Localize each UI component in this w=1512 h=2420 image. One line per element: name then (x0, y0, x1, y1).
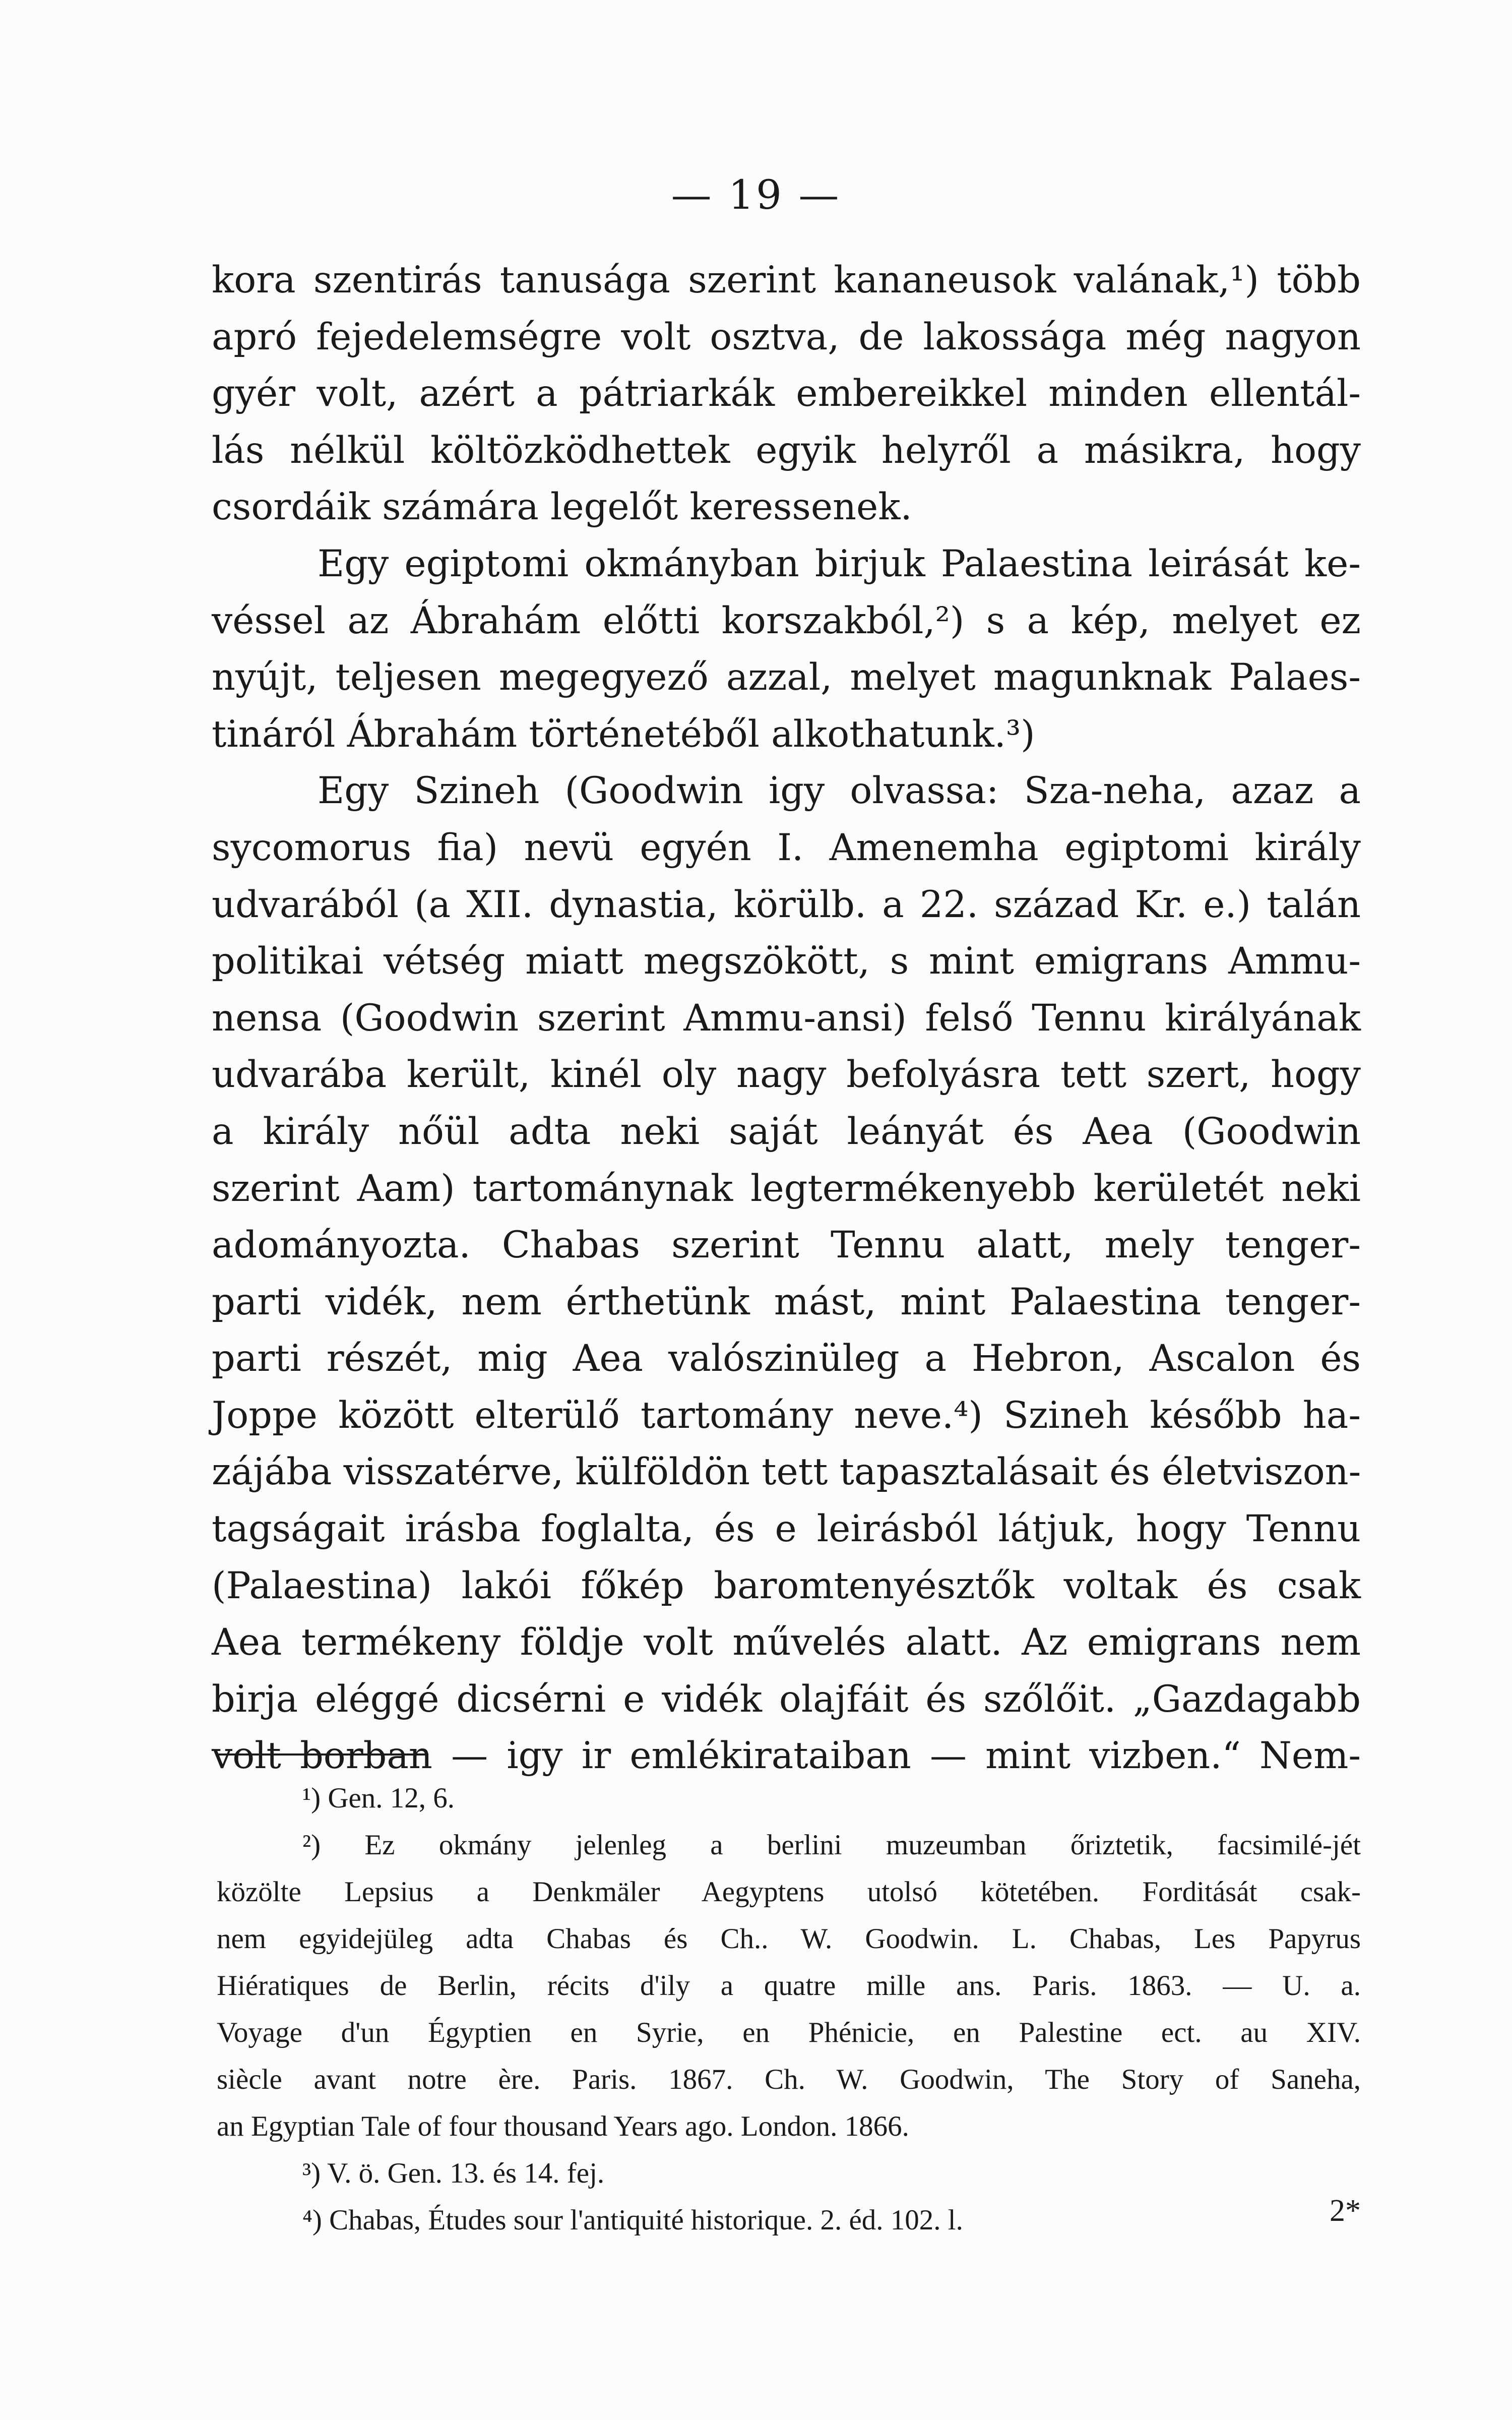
footnote-line: ²) Ez okmány jelenleg a berlini muzeumban őriztetik, facsimilé-jét (302, 1829, 1361, 1861)
text-line: Egy egiptomi okmányban birjuk Palaestina leirását ke- (318, 542, 1361, 585)
footnote-line: közölte Lepsius a Denkmäler Aegyptens utolsó kötetében. Forditását csak- (217, 1876, 1361, 1908)
text-line: szerint Aam) tartománynak legtermékenyebb kerületét neki (212, 1167, 1361, 1210)
page-number: — 19 — (671, 171, 841, 218)
footnote-divider (217, 1753, 428, 1756)
footnote-line: siècle avant notre ère. Paris. 1867. Ch. W. Goodwin, The Story of Saneha, (217, 2064, 1361, 2095)
text-line: parti részét, mig Aea valószinüleg a Hebron, Ascalon és (212, 1337, 1361, 1380)
footnote-line: an Egyptian Tale of four thousand Years ago. London. 1866. (217, 2110, 909, 2142)
text-line: lás nélkül költözködhettek egyik helyről a másikra, hogy (212, 429, 1361, 472)
text-line: nensa (Goodwin szerint Ammu-ansi) felső Tennu királyának (212, 996, 1361, 1040)
text-line: csordáik számára legelőt keressenek. (212, 486, 912, 529)
text-line: a király nőül adta neki saját leányát és Aea (Goodwin (212, 1110, 1361, 1153)
footnote-line: Voyage d'un Égyptien en Syrie, en Phénicie, en Palestine ect. au XIV. (217, 2017, 1361, 2048)
text-line: volt borban — igy ir emlékirataiban — mint vizben.“ Nem- (212, 1734, 1361, 1778)
text-line: gyér volt, azért a pátriarkák embereikkel minden ellentál- (212, 372, 1361, 415)
text-line: adományozta. Chabas szerint Tennu alatt, mely tenger- (212, 1224, 1361, 1267)
footnote-line: ¹) Gen. 12, 6. (302, 1782, 455, 1814)
text-line: tináról Ábrahám történetéből alkothatunk.³) (212, 712, 1035, 756)
footnote-line: ³) V. ö. Gen. 13. és 14. fej. (302, 2157, 605, 2189)
text-line: tagságait irásba foglalta, és e leirásból látjuk, hogy Tennu (212, 1507, 1361, 1551)
footnotes (217, 1775, 1361, 2244)
text-line: Egy Szineh (Goodwin igy olvassa: Sza-neha, azaz a (318, 769, 1361, 813)
text-line: zájába visszatérve, külföldön tett tapasztalásait és életviszon- (212, 1450, 1361, 1494)
text-line: apró fejedelemségre volt osztva, de lakossága még nagyon (212, 315, 1361, 358)
text-line: birja eléggé dicsérni e vidék olajfáit és szőlőit. „Gazdagabb (212, 1677, 1361, 1721)
text-line: Joppe között elterülő tartomány neve.⁴) Szineh később ha- (212, 1394, 1361, 1437)
text-line: parti vidék, nem érthetünk mást, mint Palaestina tenger- (212, 1280, 1361, 1323)
text-line: Aea termékeny földje volt művelés alatt. Az emigrans nem (212, 1621, 1361, 1664)
text-line: nyújt, teljesen megegyező azzal, melyet magunknak Palaes- (212, 656, 1361, 699)
footnote-line: Hiératiques de Berlin, récits d'ily a quatre mille ans. Paris. 1863. — U. a. (217, 1970, 1361, 2002)
footnote-line: nem egyidejüleg adta Chabas és Ch.. W. Goodwin. L. Chabas, Les Papyrus (217, 1923, 1361, 1955)
signature-mark: 2* (1330, 2194, 1361, 2228)
text-line: politikai vétség miatt megszökött, s mint emigrans Ammu- (212, 940, 1361, 983)
text-line: sycomorus fia) nevü egyén I. Amenemha egiptomi király (212, 826, 1361, 869)
text-line: udvarába került, kinél oly nagy befolyásra tett szert, hogy (212, 1053, 1361, 1097)
main-text (212, 252, 1361, 1785)
text-line: véssel az Ábrahám előtti korszakból,²) s a kép, melyet ez (212, 599, 1361, 642)
text-line: kora szentirás tanusága szerint kananeusok valának,¹) több (212, 259, 1361, 301)
footnote-line: ⁴) Chabas, Études sour l'antiquité historique. 2. éd. 102. l. (302, 2204, 963, 2236)
text-line: udvarából (a XII. dynastia, körülb. a 22. század Kr. e.) talán (212, 883, 1361, 926)
text-line: (Palaestina) lakói főkép baromtenyésztők voltak és csak (212, 1564, 1361, 1607)
